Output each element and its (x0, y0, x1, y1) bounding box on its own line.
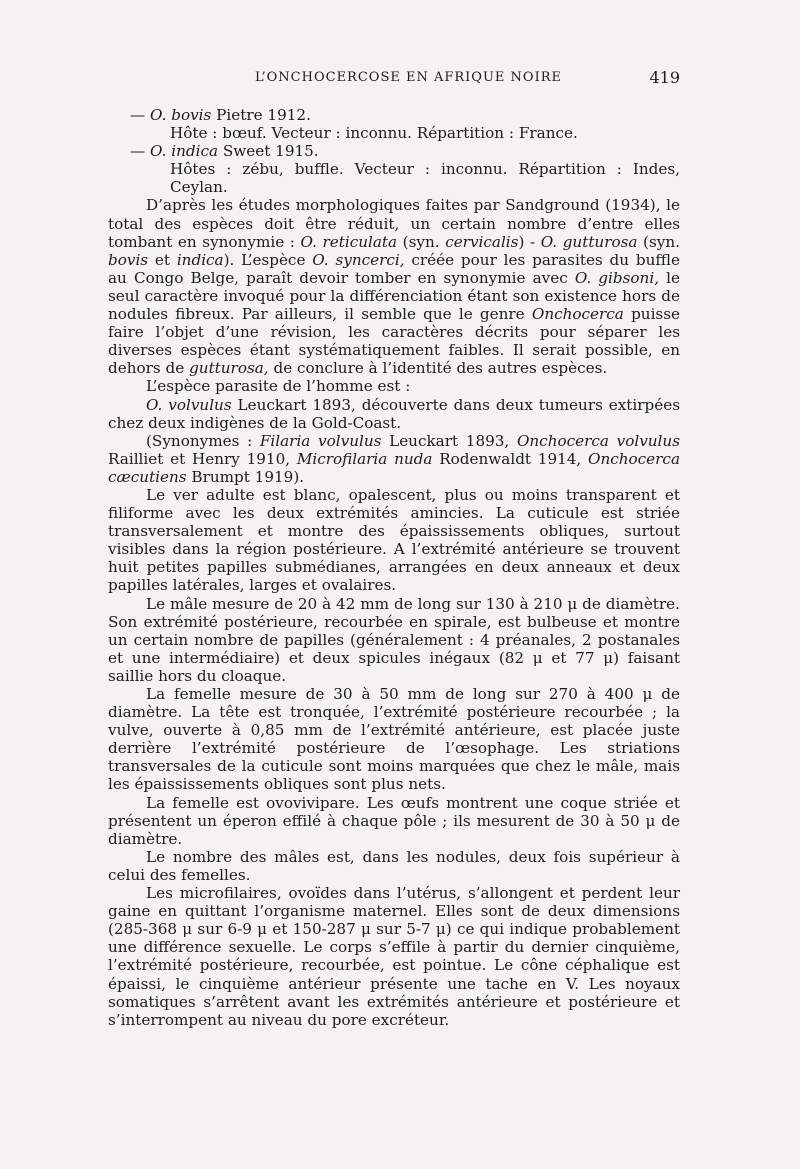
text-run: Leuckart 1893, (381, 431, 517, 450)
text-run: ). L’espèce (223, 250, 313, 269)
italic-run: O. volvulus (146, 395, 232, 414)
species-heading: — O. indica Sweet 1915. (130, 142, 319, 161)
text-run: Les microfilaires, ovoïdes dans l’utérus, s’allongent et perdent leur gaine en quittant l’organisme maternel. Elles sont de deux dimensions (285-368 μ sur 6-9 μ et 150-287 μ sur 5-7 μ) ce qui indique probablement une différence sexuelle. Le corps s’effile à partir du dernier cinquième, l’extrémité postérieure, recourbée, est pointue. Le cône céphalique est épaissi, le cinquième antérieur présente une tache en V. Les noyaux somatiques s’arrêtent avant les extrémités antérieure et postérieure et s’interrompent au niveau du pore excréteur. (108, 884, 680, 1029)
italic-run: O. gutturosa (540, 232, 638, 251)
paragraph-sandground (108, 196, 680, 377)
species-name: O. bovis (150, 106, 212, 124)
species-entry-bovis (108, 106, 680, 142)
page-number: 419 (649, 68, 680, 87)
text-run: (Synonymes : (146, 431, 260, 450)
text-run: Le mâle mesure de 20 à 42 mm de long sur 130 à 210 μ de diamètre. Son extrémité postérieure, recourbée en spirale, est bulbeuse et montre un certain nombre de papilles (généralement : 4 préanales, 2 postanales et une intermédiaire) et deux spicules inégaux (82 μ et 77 μ) faisant saillie hors du cloaque. (108, 594, 680, 685)
text-run: Railliet et Henry 1910, (108, 449, 297, 468)
paragraph-sex-ratio (108, 848, 680, 884)
paragraph-adult-worm (108, 486, 680, 595)
species-name: O. indica (150, 142, 219, 161)
paragraph-microfilariae (108, 884, 680, 1029)
text-run: puisse faire l’objet d’une révision, les caractères décrits pour séparer les diverses espèces étant systématiquement faibles. Il serait possible, en dehors de (108, 305, 681, 378)
italic-run: O. gibsoni, (574, 268, 660, 287)
paragraph-human-species-intro (108, 377, 680, 395)
species-entry-indica (108, 142, 680, 196)
text-run: (syn. (397, 232, 446, 251)
running-head: L’ONCHOCERCOSE EN AFRIQUE NOIRE (255, 70, 562, 85)
italic-run: Microfilaria nuda (296, 449, 433, 468)
italic-run: Onchocerca volvulus (516, 431, 680, 450)
text-run: Rodenwaldt 1914, (432, 449, 589, 468)
italic-run: gutturosa, (189, 359, 269, 378)
italic-run: cervicalis (445, 232, 519, 251)
text-run: Le ver adulte est blanc, opalescent, plus ou moins transparent et filiforme avec les deux extrémités amincies. La cuticule est striée transversalement et montre des épaississements obliques, surtout visibles dans la région postérieure. A l’extrémité antérieure se trouvent huit petites papilles submédianes, arrangées en deux anneaux et deux papilles latérales, larges et ovalaires. (108, 485, 680, 595)
italic-run: indica (176, 250, 224, 269)
text-run: Leuckart 1893, découverte dans deux tumeurs extirpées chez deux indigènes de la Gold-Coast. (108, 395, 680, 432)
paragraph-male (108, 595, 680, 685)
species-detail: Hôte : bœuf. Vecteur : inconnu. Répartition : France. (170, 124, 578, 143)
text-run: D’après les études morphologiques faites par Sandground (1934), le total des espèces doit être réduit, un certain nombre d’entre elles tombant en synonymie : (108, 196, 680, 251)
text-run: La femelle mesure de 30 à 50 mm de long sur 270 à 400 μ de diamètre. La tête est tronquée, l’extrémité postérieure recourbée ; la vulve, ouverte à 0,85 mm de l’extrémité antérieure, est placée juste derrière l’extrémité postérieure de l’œsophage. Les striations transversales de la cuticule sont moins marquées que chez le mâle, mais les épaississements obliques sont plus nets. (108, 685, 680, 794)
text-run: (syn. (637, 232, 680, 251)
italic-run: Onchocerca (531, 305, 624, 324)
text-run: et (148, 250, 177, 269)
italic-run: bovis (108, 250, 149, 269)
paragraph-synonyms (108, 432, 680, 486)
text-run: La femelle est ovovivipare. Les œufs montrent une coque striée et présentent un éperon effilé à chaque pôle ; ils mesurent de 30 à 50 μ de diamètre. (108, 793, 680, 848)
species-heading: — O. bovis Pietre 1912. (130, 106, 311, 124)
italic-run: O. reticulata (300, 232, 398, 251)
paragraph-eggs (108, 794, 680, 848)
body-text (108, 106, 680, 1029)
italic-run: O. syncerci, (312, 250, 405, 269)
text-run: Le nombre des mâles est, dans les nodules, deux fois supérieur à celui des femelles. (108, 847, 680, 884)
italic-run: Filaria volvulus (259, 431, 382, 450)
paragraph-female (108, 685, 680, 794)
italic-run: Onchocerca cæcutiens (108, 449, 680, 486)
text-run: L’espèce parasite de l’homme est : (146, 377, 411, 396)
species-detail: Hôtes : zébu, buffle. Vecteur : inconnu. Répartition : Indes, Ceylan. (170, 160, 680, 197)
text-run: ) - (518, 232, 541, 251)
text-run: de conclure à l’identité des autres espèces. (268, 359, 608, 378)
paragraph-volvulus (108, 396, 680, 432)
text-run: Brumpt 1919). (186, 467, 305, 486)
text-run: le seul caractère invoqué pour la différenciation étant son existence hors de nodules fibreux. Par ailleurs, il semble que le genre (108, 268, 680, 324)
text-run: créée pour les parasites du buffle au Congo Belge, paraît devoir tomber en synonymie avec (108, 250, 680, 287)
